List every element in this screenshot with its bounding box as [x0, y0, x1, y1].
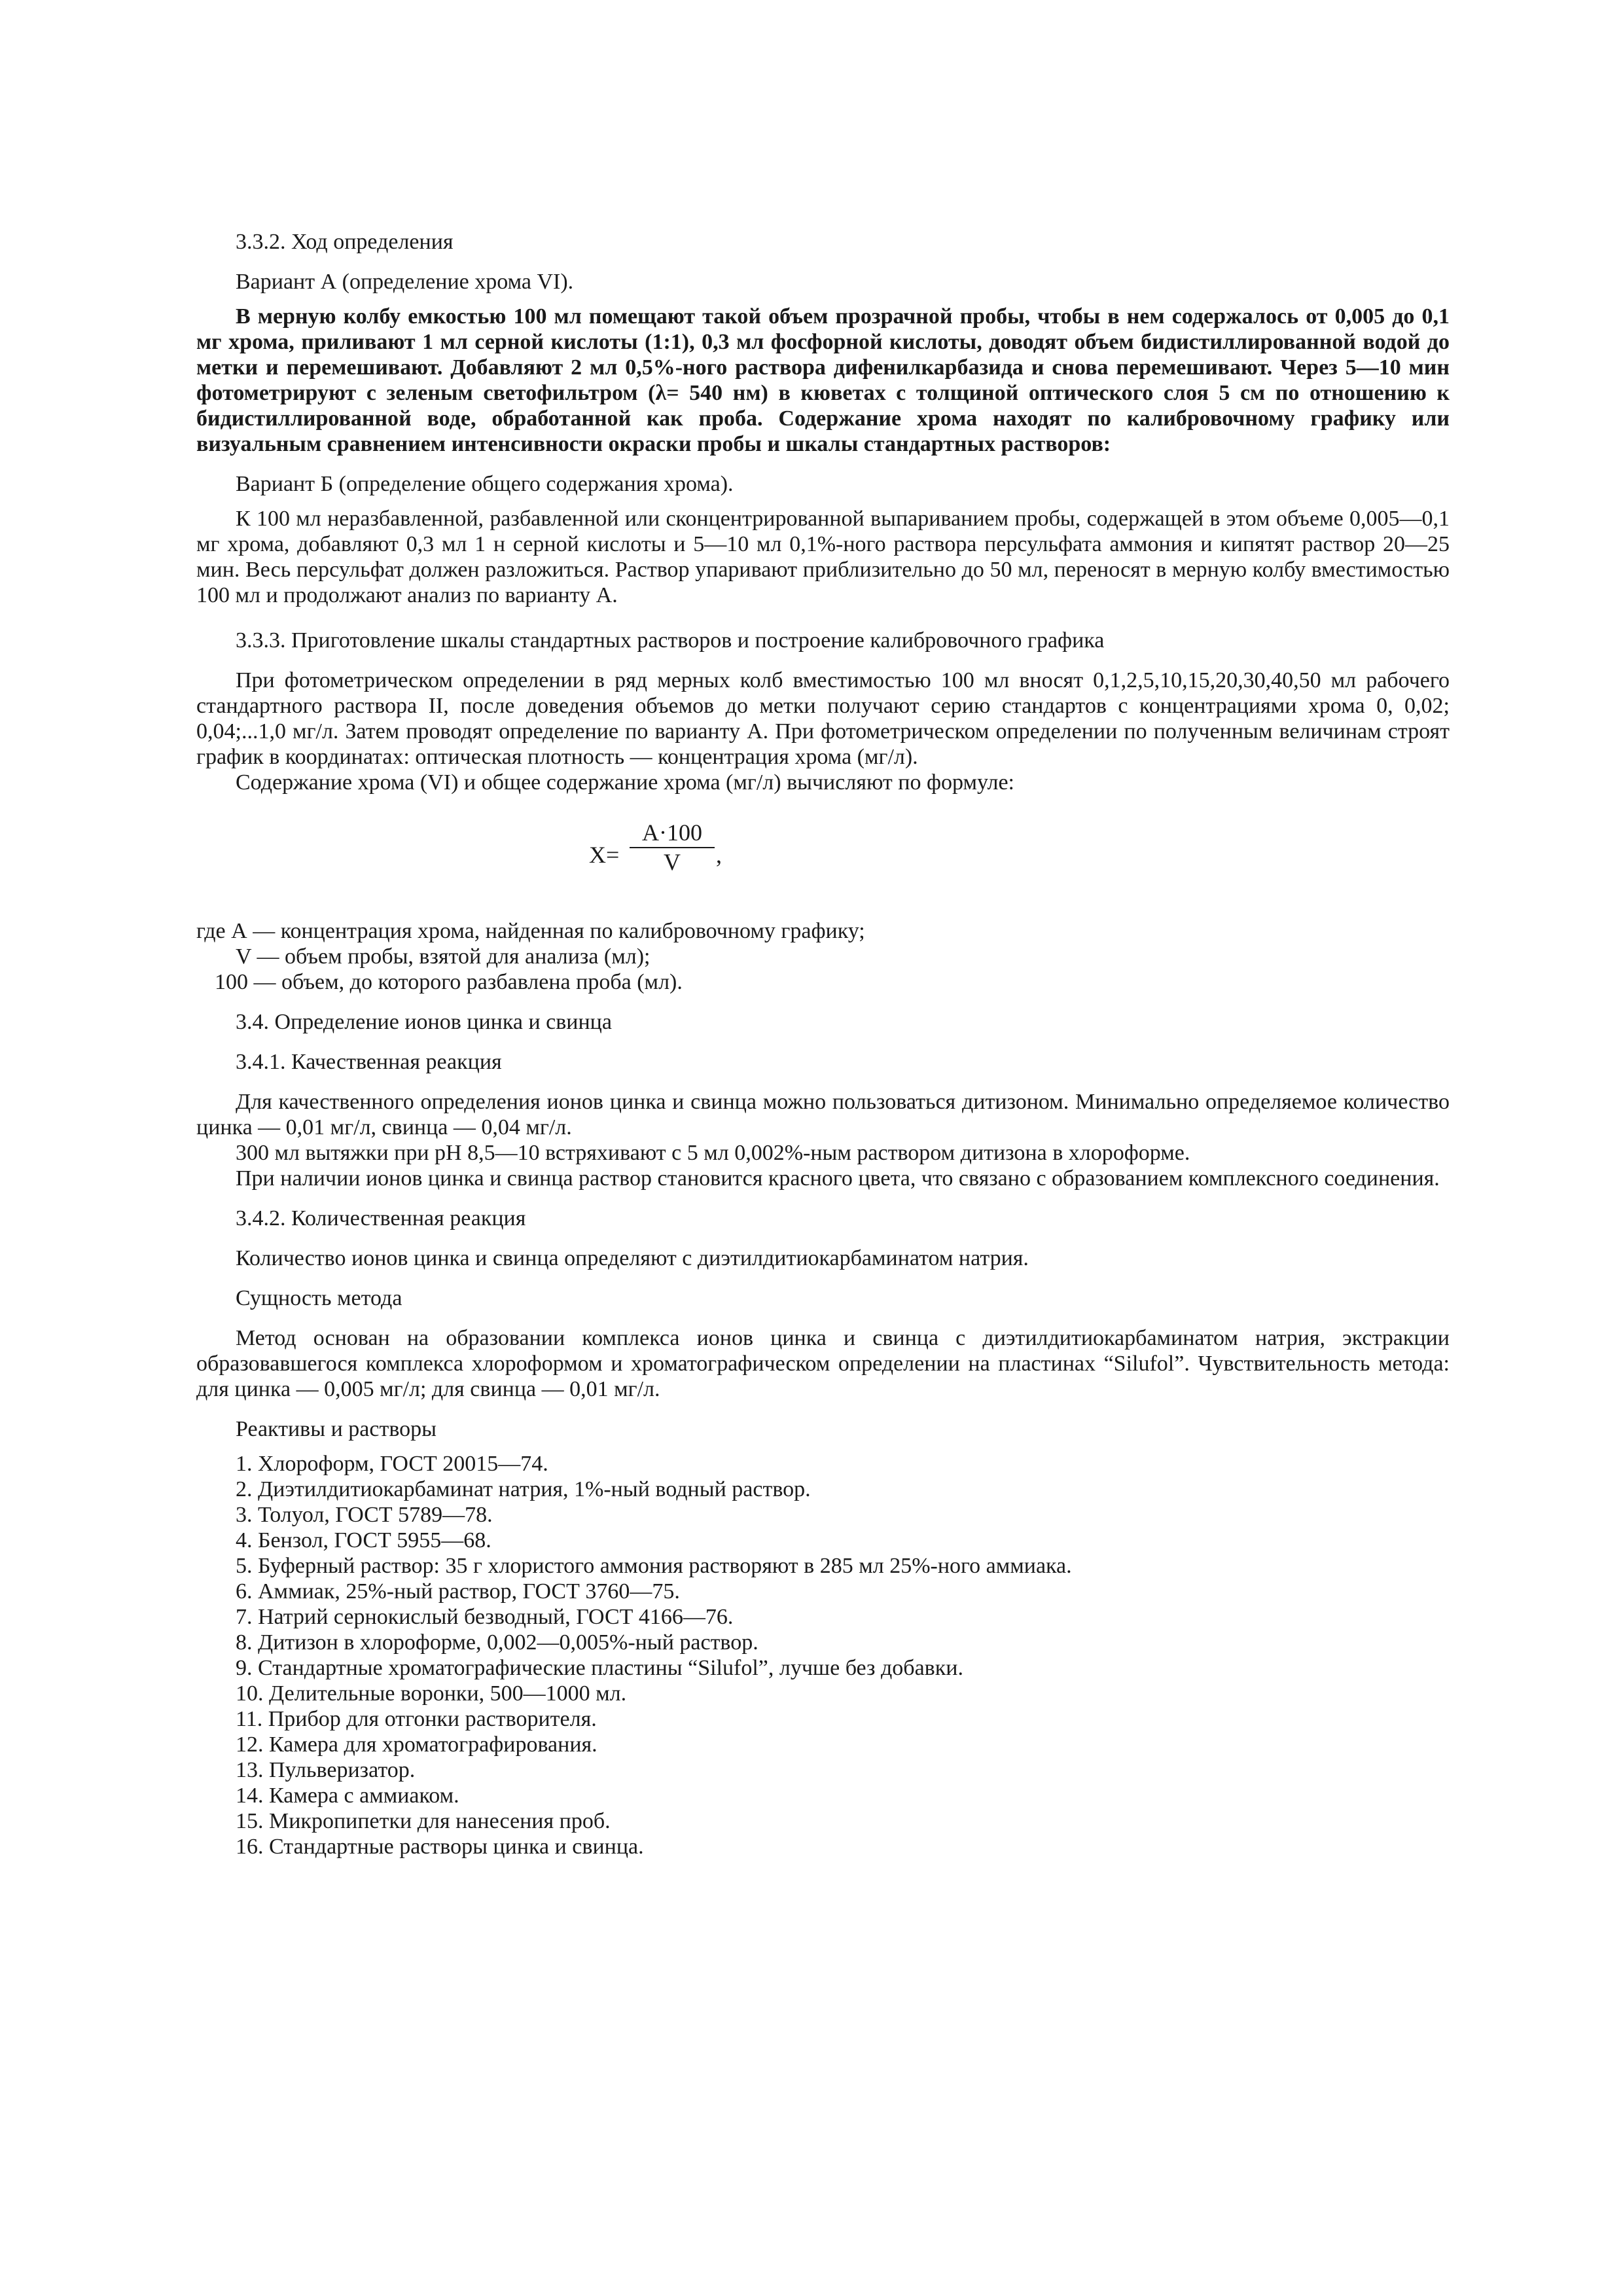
- list-item: 6. Аммиак, 25%-ный раствор, ГОСТ 3760—75.: [236, 1579, 680, 1604]
- formula-denominator: V: [664, 849, 681, 875]
- section-3-4-1-heading: 3.4.1. Качественная реакция: [236, 1050, 502, 1074]
- section-3-3-3-paragraph: При фотометрическом определении в ряд мерных колб вместимостью 100 мл вносят 0,1,2,5,10,15,20,30,40,50 мл рабочего стандартного раствора II, после доведения объемов до метки получают серию стандартов с концентрациями хрома 0, 0,02; 0,04;...1,0 мг/л. Затем проводят определение по варианту А. При фотометрическом определении по полученным величинам строят график в координатах: оптическая плотность — концентрация хрома (мг/л).: [196, 668, 1450, 769]
- section-3-3-3-heading: 3.3.3. Приготовление шкалы стандартных растворов и построение калибровочного графика: [236, 628, 1105, 653]
- variant-a-paragraph: В мерную колбу емкостью 100 мл помещают такой объем прозрачной пробы, чтобы в нем содержалось от 0,005 до 0,1 мг хрома, приливают 1 мл серной кислоты (1:1), 0,3 мл фосфорной кислоты, доводят объем бидистиллированной водой до метки и перемешивают. Добавляют 2 мл 0,5%-ного раствора дифенилкарбазида и снова перемешивают. Через 5—10 мин фотометрируют с зеленым светофильтром (λ= 540 нм) в кюветах с толщиной оптического слоя 5 см по отношению к бидистиллированной воде, обработанной как проба. Содержание хрома находят по калибровочному графику или визуальным сравнением интенсивности окраски пробы и шкалы стандартных растворов:: [196, 304, 1450, 456]
- section-3-4-2-heading: 3.4.2. Количественная реакция: [236, 1206, 526, 1230]
- legend-a: где А — концентрация хрома, найденная по калибровочному графику;: [196, 919, 865, 943]
- variant-b-paragraph: К 100 мл неразбавленной, разбавленной или сконцентрированной выпариванием пробы, содержащей в этом объеме 0,005—0,1 мг хрома, добавляют 0,3 мл 1 н серной кислоты и 5—10 мл 0,1%-ного раствора персульфата аммония и кипятят раствор 20—25 мин. Весь персульфат должен разложиться. Раствор упаривают приблизительно до 50 мл, переносят в мерную колбу вместимостью 100 мл и продолжают анализ по варианту А.: [196, 507, 1450, 607]
- list-item: 10. Делительные воронки, 500—1000 мл.: [236, 1681, 627, 1706]
- reagents-heading: Реактивы и растворы: [236, 1417, 437, 1441]
- formula: [589, 820, 1450, 892]
- formula-fraction: [630, 820, 715, 875]
- list-item: 11. Прибор для отгонки растворителя.: [236, 1707, 597, 1731]
- section-3-4-1-paragraph-2: 300 мл вытяжки при pH 8,5—10 встряхивают с 5 мл 0,002%-ным раствором дитизона в хлороформе.: [236, 1141, 1190, 1165]
- method-paragraph: Метод основан на образовании комплекса ионов цинка и свинца с диэтилдитиокарбаминатом натрия, экстракции образовавшегося комплекса хлороформом и хроматографическом определении на пластинах “Silufol”. Чувствительность метода: для цинка — 0,005 мг/л; для свинца — 0,01 мг/л.: [196, 1326, 1450, 1401]
- legend-100: 100 — объем, до которого разбавлена проба (мл).: [215, 970, 683, 994]
- list-item: 12. Камера для хроматографирования.: [236, 1732, 597, 1757]
- formula-numerator: A·100: [642, 819, 702, 846]
- list-item: 9. Стандартные хроматографические пластины “Silufol”, лучше без добавки.: [236, 1656, 963, 1680]
- formula-lhs: X=: [589, 842, 620, 868]
- list-item: 8. Дитизон в хлороформе, 0,002—0,005%-ный раствор.: [236, 1630, 758, 1655]
- section-3-4-1-paragraph-1: Для качественного определения ионов цинка и свинца можно пользоваться дитизоном. Минимально определяемое количество цинка — 0,01 мг/л, свинца — 0,04 мг/л.: [196, 1090, 1450, 1139]
- list-item: 2. Диэтилдитиокарбаминат натрия, 1%-ный водный раствор.: [236, 1477, 811, 1501]
- list-item: 14. Камера с аммиаком.: [236, 1784, 459, 1808]
- list-item: 7. Натрий сернокислый безводный, ГОСТ 4166—76.: [236, 1605, 734, 1629]
- list-item: 15. Микропипетки для нанесения проб.: [236, 1809, 611, 1833]
- list-item: 5. Буферный раствор: 35 г хлористого аммония растворяют в 285 мл 25%-ного аммиака.: [236, 1554, 1072, 1578]
- formula-intro: Содержание хрома (VI) и общее содержание хрома (мг/л) вычисляют по формуле:: [236, 770, 1014, 795]
- legend-v: V — объем пробы, взятой для анализа (мл);: [236, 944, 651, 969]
- list-item: 13. Пульверизатор.: [236, 1758, 416, 1782]
- list-item: 1. Хлороформ, ГОСТ 20015—74.: [236, 1452, 548, 1476]
- list-item: 4. Бензол, ГОСТ 5955—68.: [236, 1528, 491, 1552]
- list-item: 16. Стандартные растворы цинка и свинца.: [236, 1835, 644, 1859]
- document-body: [196, 229, 1450, 1859]
- section-3-3-2-heading: 3.3.2. Ход определения: [236, 230, 454, 254]
- method-heading: Сущность метода: [236, 1286, 402, 1310]
- formula-legend: [196, 918, 1450, 995]
- formula-comma: ,: [716, 842, 722, 868]
- section-3-4-2-paragraph: Количество ионов цинка и свинца определяют с диэтилдитиокарбаминатом натрия.: [236, 1246, 1029, 1270]
- variant-b-heading: Вариант Б (определение общего содержания хрома).: [236, 472, 734, 496]
- section-3-4-1-paragraph-3: При наличии ионов цинка и свинца раствор становится красного цвета, что связано с образованием комплексного соединения.: [236, 1166, 1440, 1191]
- reagents-list: [196, 1451, 1450, 1859]
- list-item: 3. Толуол, ГОСТ 5789—78.: [236, 1503, 493, 1527]
- variant-a-heading: Вариант А (определение хрома VI).: [236, 270, 574, 294]
- section-3-4-heading: 3.4. Определение ионов цинка и свинца: [236, 1010, 612, 1034]
